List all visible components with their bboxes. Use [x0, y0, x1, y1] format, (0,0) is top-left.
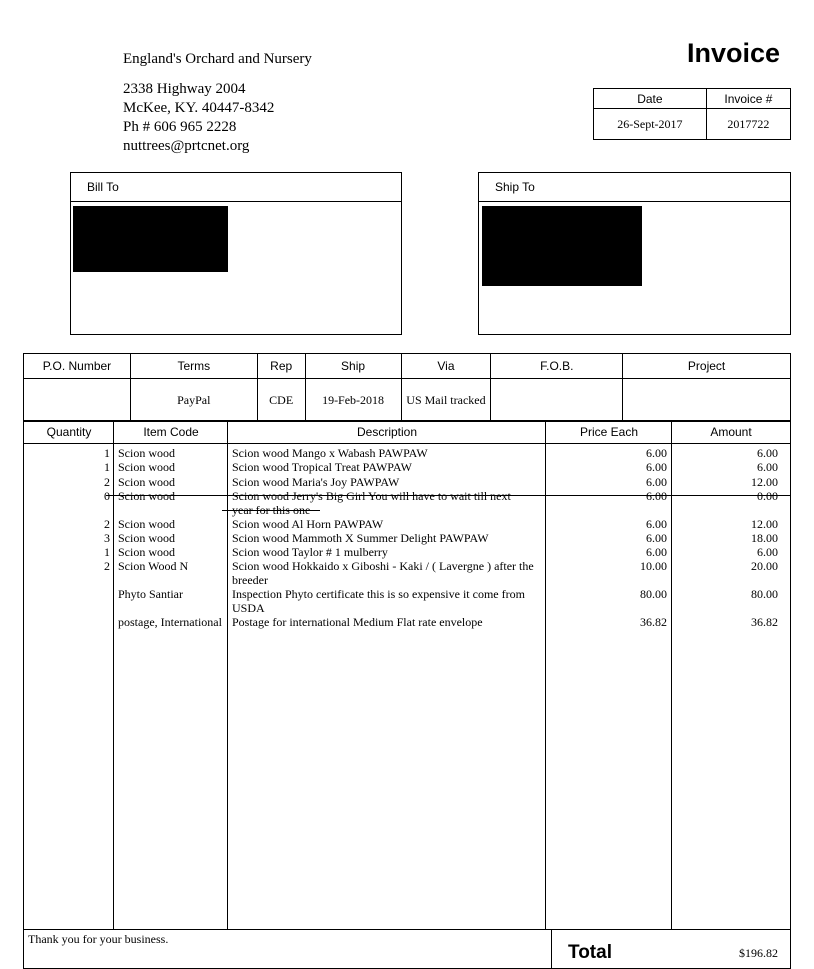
item-price: 6.00	[646, 460, 667, 474]
column-divider	[113, 421, 114, 929]
order-info-table	[23, 353, 791, 422]
item-description	[232, 587, 542, 615]
line-items-table	[23, 420, 791, 930]
item-description-line-1: Scion wood Taylor # 1 mulberry	[232, 545, 388, 559]
invoice-title: Invoice	[686, 38, 780, 68]
item-quantity: 0	[104, 489, 110, 503]
item-quantity: 1	[104, 446, 110, 460]
ship-to-label: Ship To	[479, 173, 790, 202]
item-description-line-2: breeder	[232, 573, 268, 587]
item-description	[232, 489, 542, 517]
bill-to-box	[70, 172, 402, 335]
item-code: Phyto Santiar	[118, 587, 183, 601]
thank-you-note: Thank you for your business.	[28, 932, 169, 946]
item-price: 10.00	[640, 559, 667, 573]
item-description-line-1: Scion wood Tropical Treat PAWPAW	[232, 460, 412, 474]
item-price: 6.00	[646, 446, 667, 460]
item-description-line-2: USDA	[232, 601, 265, 615]
invoice-number-label: Invoice #	[706, 89, 790, 109]
rep-value: CDE	[257, 379, 305, 422]
item-quantity: 1	[104, 460, 110, 474]
ship-header: Ship	[305, 354, 401, 379]
item-amount: 12.00	[751, 475, 778, 489]
item-amount: 0.00	[757, 489, 778, 503]
item-description-line-1: Scion wood Hokkaido x Giboshi - Kaki / ( Lavergne ) after the	[232, 559, 534, 573]
via-header: Via	[401, 354, 491, 379]
item-code: Scion wood	[118, 517, 175, 531]
item-description	[232, 559, 542, 587]
strikethrough-line	[106, 495, 790, 496]
item-price: 6.00	[646, 531, 667, 545]
item-amount: 80.00	[751, 587, 778, 601]
item-amount: 12.00	[751, 517, 778, 531]
footer-divider	[551, 930, 552, 968]
ship-date-value: 19-Feb-2018	[305, 379, 401, 422]
item-quantity: 2	[104, 559, 110, 573]
item-amount: 6.00	[757, 545, 778, 559]
item-price: 6.00	[646, 545, 667, 559]
item-description-line-1: Scion wood Mammoth X Summer Delight PAWPAW	[232, 531, 489, 545]
item-code: Scion wood	[118, 489, 175, 503]
item-description-line-1: Scion wood Al Horn PAWPAW	[232, 517, 384, 531]
item-price: 6.00	[646, 489, 667, 503]
amount-header: Amount	[710, 425, 752, 439]
item-price: 36.82	[640, 615, 667, 629]
address-line-1: 2338 Highway 2004	[123, 81, 246, 97]
item-description	[232, 446, 542, 460]
item-code: Scion wood	[118, 531, 175, 545]
company-address	[123, 80, 274, 156]
item-quantity: 2	[104, 475, 110, 489]
item-amount: 6.00	[757, 446, 778, 460]
project-value	[623, 379, 791, 422]
redacted-ship-to-address	[482, 206, 642, 286]
total-value: $196.82	[739, 946, 778, 960]
item-code: postage, International	[118, 615, 222, 629]
company-name: England's Orchard and Nursery	[123, 51, 312, 67]
line-items-header	[24, 421, 790, 444]
item-price: 6.00	[646, 475, 667, 489]
item-code: Scion wood	[118, 460, 175, 474]
date-label: Date	[594, 89, 707, 109]
strikethrough-line	[222, 510, 320, 511]
fob-value	[491, 379, 623, 422]
redacted-bill-to-address	[73, 206, 228, 272]
terms-header: Terms	[130, 354, 257, 379]
item-description-line-1: Scion wood Maria's Joy PAWPAW	[232, 475, 400, 489]
invoice-footer	[23, 929, 791, 969]
item-description-line-1: Scion wood Jerry's Big Girl You will have to wait till next	[232, 489, 511, 503]
ship-to-box	[478, 172, 791, 335]
item-code: Scion wood	[118, 545, 175, 559]
invoice-number-value: 2017722	[706, 109, 790, 140]
item-price: 80.00	[640, 587, 667, 601]
item-description-line-1: Inspection Phyto certificate this is so expensive it come from	[232, 587, 525, 601]
item-amount: 6.00	[757, 460, 778, 474]
item-description	[232, 615, 542, 629]
item-description-line-1: Postage for international Medium Flat rate envelope	[232, 615, 483, 629]
fob-header: F.O.B.	[491, 354, 623, 379]
item-amount: 18.00	[751, 531, 778, 545]
email: nuttrees@prtcnet.org	[123, 138, 250, 154]
rep-header: Rep	[257, 354, 305, 379]
phone: Ph # 606 965 2228	[123, 119, 237, 135]
item-code: Scion Wood N	[118, 559, 189, 573]
item-description-line-1: Scion wood Mango x Wabash PAWPAW	[232, 446, 428, 460]
item-quantity: 3	[104, 531, 110, 545]
item-description	[232, 545, 542, 559]
description-header: Description	[356, 425, 418, 439]
total-label: Total	[568, 942, 612, 963]
item-quantity: 2	[104, 517, 110, 531]
po-number-header: P.O. Number	[24, 354, 131, 379]
date-value: 26-Sept-2017	[594, 109, 707, 140]
item-amount: 36.82	[751, 615, 778, 629]
quantity-header: Quantity	[46, 425, 92, 439]
item-description	[232, 475, 542, 489]
bill-to-label: Bill To	[71, 173, 401, 202]
price-each-header: Price Each	[579, 425, 639, 439]
item-description	[232, 531, 542, 545]
project-header: Project	[623, 354, 791, 379]
item-description-line-2: year for this one	[232, 503, 311, 517]
item-quantity: 1	[104, 545, 110, 559]
item-code: Scion wood	[118, 446, 175, 460]
item-code-header: Item Code	[143, 425, 199, 439]
terms-value: PayPal	[130, 379, 257, 422]
po-number-value	[24, 379, 131, 422]
item-code: Scion wood	[118, 475, 175, 489]
item-amount: 20.00	[751, 559, 778, 573]
item-description	[232, 517, 542, 531]
item-description	[232, 460, 542, 474]
address-line-2: McKee, KY. 40447-8342	[123, 100, 275, 116]
via-value: US Mail tracked	[401, 379, 491, 422]
date-invoice-box	[593, 88, 791, 140]
item-price: 6.00	[646, 517, 667, 531]
